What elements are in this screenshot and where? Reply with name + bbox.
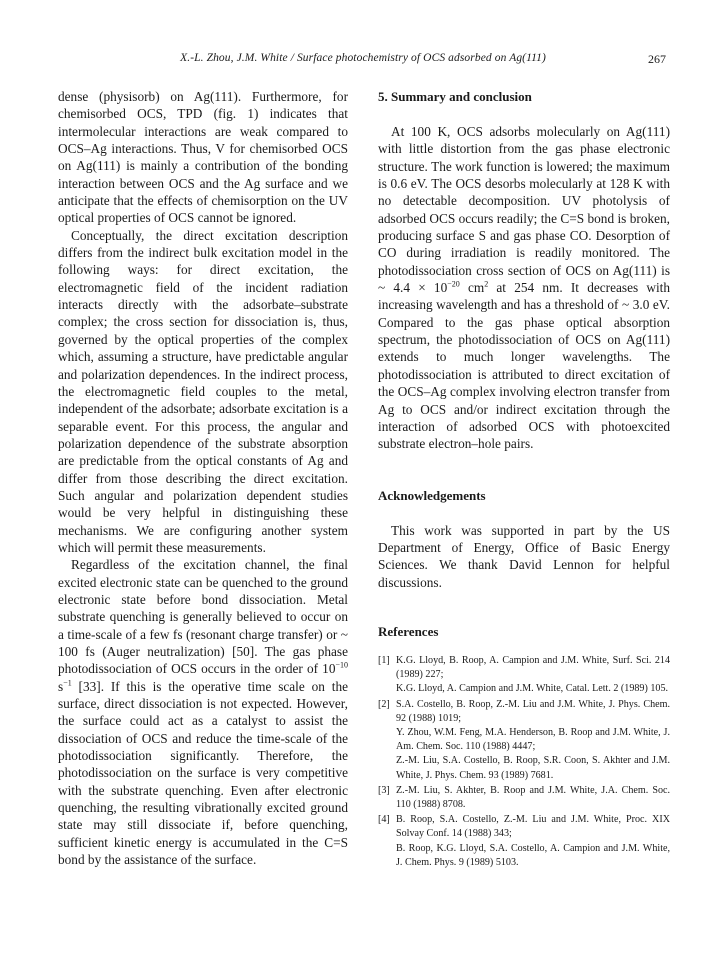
- paragraph-text: Regardless of the excitation channel, the final excited electronic state can be quenched to the ground electronic state before bond dissociation. Metal substrate quenching is generally believed to occur on a time-scale of a few fs (resonant charge transfer) or ~ 100 fs (Auger neutralization) [50]. The gas phase photodissociation of OCS occurs in the order of 10: [58, 557, 348, 677]
- left-column: [58, 88, 348, 868]
- section-title-summary: 5. Summary and conclusion: [378, 89, 532, 104]
- paragraph: Conceptually, the direct excitation description differs from the indirect bulk excitation model in the following ways: for direct excitation, the electromagnetic field of the incident radiation interacts directly with the adsorbate–substrate complex; the cross section for dissociation is, thus, governed by the optical properties of the complex which, assuming a structure, have predictable angular and polarization dependences. In the indirect process, the electromagnetic field couples to the metal, independent of the adsorbate; adsorbate excitation is a separable event. For this process, the angular and polarization dependence of the substrate absorption are predictable from the optical constants of Ag and differ from those describing the direct excitation. Such angular and polarization dependent studies would be very helpful in distinguishing these mechanisms. We are configuring another system which will permit these measurements.: [58, 227, 348, 555]
- reference-number: [1]: [378, 654, 390, 666]
- reference-list: [378, 654, 670, 870]
- reference-entry: B. Roop, S.A. Costello, Z.-M. Liu and J.M. White, Proc. XIX Solvay Conf. 14 (1988) 343;: [396, 814, 670, 840]
- reference-entry: Z.-M. Liu, S. Akhter, B. Roop and J.M. White, J.A. Chem. Soc. 110 (1988) 8708.: [396, 784, 670, 810]
- reference-item: [378, 654, 670, 697]
- reference-entry: S.A. Costello, B. Roop, Z.-M. Liu and J.M. White, J. Phys. Chem. 92 (1988) 1019;: [396, 698, 670, 724]
- section-title-acknowledgements: Acknowledgements: [378, 487, 486, 503]
- superscript: 2: [484, 279, 489, 289]
- reference-entry: Z.-M. Liu, S.A. Costello, B. Roop, S.R. Coon, S. Akhter and J.M. White, J. Phys. Chem. 93 (1989) 7681.: [396, 755, 670, 781]
- paragraph: [58, 556, 348, 868]
- reference-number: [4]: [378, 814, 390, 826]
- section-title-references: References: [378, 623, 439, 639]
- reference-entry: B. Roop, K.G. Lloyd, S.A. Costello, A. Campion and J.M. White, J. Chem. Phys. 9 (1989) 5103.: [396, 842, 670, 868]
- reference-entry: Y. Zhou, W.M. Feng, M.A. Henderson, B. Roop and J.M. White, J. Am. Chem. Soc. 110 (1988) 4447;: [396, 726, 670, 753]
- summary-paragraph: [378, 123, 670, 453]
- paragraph-text: s: [58, 678, 64, 694]
- paragraph-text: At 100 K, OCS adsorbs molecularly on Ag(111) with little distortion from the gas phase electronic structure. The work function is lowered; the maximum is 0.6 eV. The OCS desorbs molecularly at 128 K with no detectable decomposition. UV photolysis of adsorbed OCS occurs readily; the C=S bond is broken, producing surface S and gas phase CO. Desorption of CO during irradiation is readily monitored. The photodissociation cross section of OCS on Ag(111) is ~ 4.4 × 10: [378, 124, 670, 296]
- page-number: 267: [648, 52, 666, 66]
- superscript: −10: [335, 660, 348, 670]
- page-header: [58, 52, 668, 70]
- reference-item: [378, 698, 670, 783]
- reference-entry: K.G. Lloyd, B. Roop, A. Campion and J.M. White, Surf. Sci. 214 (1989) 227;: [396, 654, 670, 681]
- acknowledgements-paragraph: This work was supported in part by the US Department of Energy, Office of Basic Energy Sciences. We thank David Lennon for helpful discussions.: [378, 522, 670, 590]
- reference-number: [3]: [378, 784, 390, 796]
- reference-item: [378, 784, 670, 812]
- right-column: [378, 88, 670, 870]
- paragraph-text: cm: [459, 280, 485, 296]
- running-head: X.-L. Zhou, J.M. White / Surface photochemistry of OCS adsorbed on Ag(111): [180, 52, 546, 64]
- superscript: −1: [63, 678, 72, 688]
- paragraph-text: at 254 nm. It decreases with increasing wavelength and has a threshold of ~ 3.0 eV. Compared to the gas phase optical absorption spectrum, the photodissociation of OCS on Ag(111) extends to much longer wavelengths. The photodissociation is attributed to direct excitation of the OCS–Ag complex involving electron transfer from Ag to OCS and/or indirect excitation through the interaction of adsorbed OCS with photoexcited substrate electron–hole pairs.: [378, 280, 670, 452]
- reference-entry: K.G. Lloyd, A. Campion and J.M. White, Catal. Lett. 2 (1989) 105.: [396, 683, 669, 695]
- paragraph: dense (physisorb) on Ag(111). Furthermore, for chemisorbed OCS, TPD (fig. 1) indicates that intermolecular interactions are weak compared to OCS–Ag interactions. Thus, V for chemisorbed OCS on Ag(111) is mainly a contribution of the bonding interaction between OCS and the Ag surface and we anticipate that the effects of chemisorption on the UV optical properties of OCS cannot be ignored.: [58, 89, 348, 226]
- reference-number: [2]: [378, 698, 390, 710]
- superscript: −20: [447, 279, 460, 289]
- reference-item: [378, 813, 670, 870]
- paragraph-text: [33]. If this is the operative time scale on the surface, direct dissociation is not expected. However, the surface could act as a catalyst to assist the dissociation of OCS and reduce the time-scale of the photodissociation significantly. Therefore, the photodissociation on the surface is very competitive with the substrate quenching. Even after electronic quenching, the resulting vibrationally excited ground state may still dissociate if, before quenching, sufficient kinetic energy is accumulated in the C=S bond by the assistance of the surface.: [58, 678, 348, 868]
